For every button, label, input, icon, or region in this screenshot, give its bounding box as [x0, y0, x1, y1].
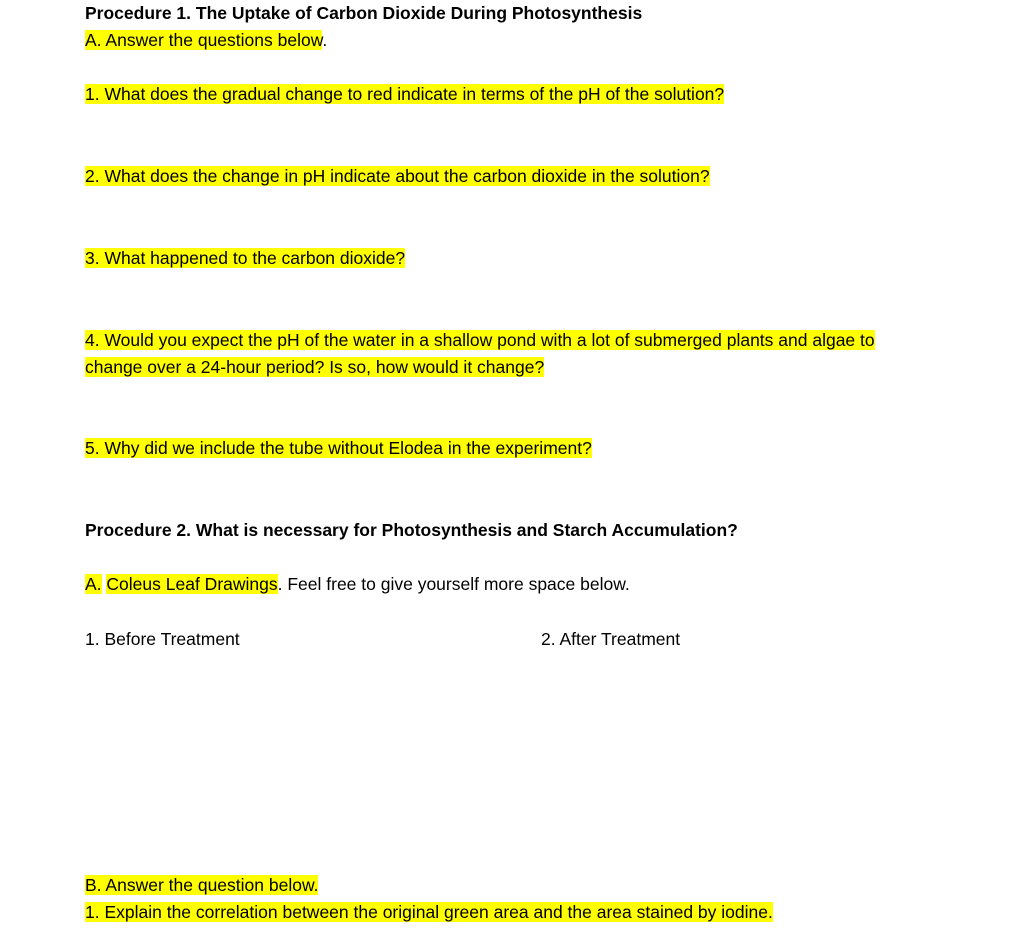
question-3: [85, 245, 405, 272]
procedure2-section-a-rest: . Feel free to give yourself more space below.: [277, 574, 630, 594]
procedure2-section-b: [85, 872, 318, 899]
procedure1-section-a-period: .: [322, 30, 328, 50]
procedure1-section-a: [85, 27, 327, 54]
procedure1-section-a-text: A. Answer the questions below: [85, 30, 323, 50]
drawing-label-before-text: 1. Before Treatment: [85, 629, 240, 649]
procedure2-section-a-letter: A.: [85, 574, 102, 594]
procedure2-heading-text: Procedure 2. What is necessary for Photosynthesis and Starch Accumulation?: [85, 520, 738, 540]
question-3-text: 3. What happened to the carbon dioxide?: [85, 248, 406, 268]
procedure2-heading: [85, 517, 738, 544]
question-5: [85, 435, 592, 462]
question-1-text: 1. What does the gradual change to red indicate in terms of the pH of the solution?: [85, 84, 725, 104]
procedure1-heading: [85, 0, 642, 27]
question-5-text: 5. Why did we include the tube without Elodea in the experiment?: [85, 438, 592, 458]
drawing-label-after-text: 2. After Treatment: [541, 629, 681, 649]
procedure2-section-b-question-text: 1. Explain the correlation between the original green area and the area stained by iodine.: [85, 902, 773, 922]
procedure1-heading-text: Procedure 1. The Uptake of Carbon Dioxide During Photosynthesis: [85, 3, 643, 23]
question-2: [85, 163, 710, 190]
procedure2-section-a: [85, 571, 630, 598]
procedure2-section-b-text: B. Answer the question below.: [85, 875, 319, 895]
question-1: [85, 81, 724, 108]
question-4-text-line-2: change over a 24-hour period? Is so, how would it change?: [85, 357, 545, 377]
drawing-label-after: [541, 626, 680, 653]
question-4-text-line-1: 4. Would you expect the pH of the water in a shallow pond with a lot of submerged plants and algae to: [85, 330, 875, 350]
question-4-line-1: [85, 327, 875, 354]
procedure2-section-a-title: Coleus Leaf Drawings: [106, 574, 278, 594]
question-2-text: 2. What does the change in pH indicate about the carbon dioxide in the solution?: [85, 166, 710, 186]
drawing-label-before: [85, 626, 240, 653]
question-4-line-2: [85, 354, 544, 381]
procedure2-section-b-question: [85, 899, 773, 926]
